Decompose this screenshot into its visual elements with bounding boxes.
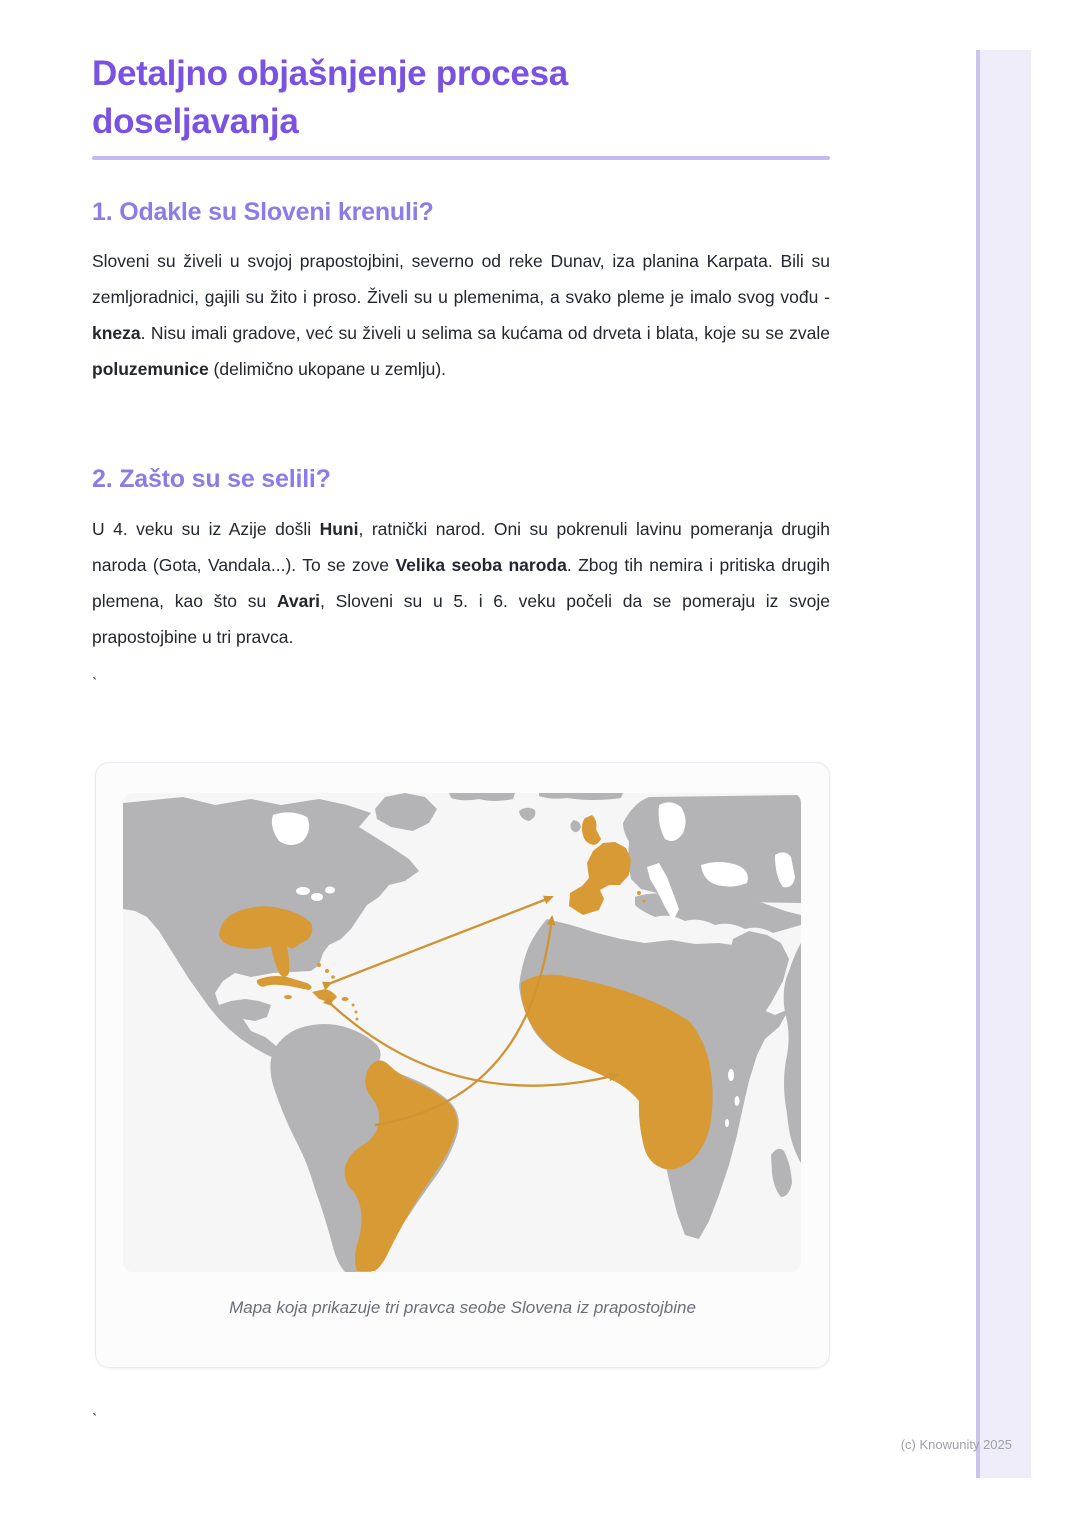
highlight-jamaica — [284, 995, 292, 999]
highlight-bahamas-1 — [317, 963, 321, 967]
highlight-balearic — [637, 891, 641, 895]
text-run: , ratnički narod. Oni su pokrenuli lavinu pomeranja drugih naroda (Gota, Vandala...). To se zove — [92, 519, 831, 575]
bold-term: Avari — [276, 591, 321, 611]
text-run: (delimično ukopane u zemlju). — [208, 359, 447, 379]
text-run: , Sloveni su u 5. i 6. veku počeli da se pomeraju iz svoje prapostojbine u tri pravca. — [92, 591, 831, 647]
great-lake-2 — [311, 893, 323, 901]
bold-term: kneza — [92, 323, 141, 343]
highlight-antilles-1 — [352, 1004, 355, 1007]
section-paragraph-1 — [92, 243, 830, 387]
world-map-image — [123, 793, 801, 1272]
highlight-sardinia — [643, 900, 646, 903]
stray-backtick-1: ` — [92, 676, 98, 693]
text-run: U 4. veku su iz Azije došli — [92, 519, 320, 539]
african-lake-2 — [735, 1096, 740, 1106]
copyright-footer: (c) Knowunity 2025 — [900, 1437, 1012, 1452]
highlight-puerto-rico — [342, 997, 349, 1001]
african-lake-3 — [725, 1119, 729, 1127]
text-run: Sloveni su živeli u svojoj prapostojbini, severno od reke Dunav, iza planina Karpata. Bili su zemljoradnici, gajili su žito i proso. Živeli su u plemenima, a svako pleme je imalo svog vođu - — [92, 251, 830, 307]
great-lake-1 — [296, 887, 310, 895]
highlight-antilles-3 — [356, 1018, 359, 1021]
section-heading-2: 2. Zašto su se selili? — [92, 465, 331, 493]
text-run: . Zbog tih nemira i pritiska drugih plemena, kao što su — [92, 555, 831, 611]
page-title: Detaljno objašnjenje procesa doseljavanja — [92, 54, 568, 141]
migration-map-svg — [123, 793, 801, 1272]
bold-term: poluzemunice — [92, 359, 209, 379]
african-lake-1 — [728, 1069, 734, 1081]
right-sidebar-strip — [976, 50, 1031, 1478]
great-lake-3 — [325, 887, 335, 894]
title-underline — [92, 156, 830, 160]
section-heading-1: 1. Odakle su Sloveni krenuli? — [92, 198, 434, 226]
section-paragraph-2 — [92, 511, 830, 655]
highlight-antilles-2 — [355, 1011, 358, 1014]
highlight-bahamas-2 — [325, 969, 329, 973]
stray-backtick-2: ` — [92, 1412, 98, 1429]
highlight-bahamas-3 — [331, 975, 335, 979]
bold-term: Velika seoba naroda — [395, 555, 567, 575]
text-run: . Nisu imali gradove, već su živeli u selima sa kućama od drveta i blata, koje su se zvale — [140, 323, 830, 343]
bold-term: Huni — [319, 519, 359, 539]
figure-caption: Mapa koja prikazuje tri pravca seobe Slovena iz prapostojbine — [229, 1298, 696, 1317]
map-figure-card — [95, 762, 830, 1368]
